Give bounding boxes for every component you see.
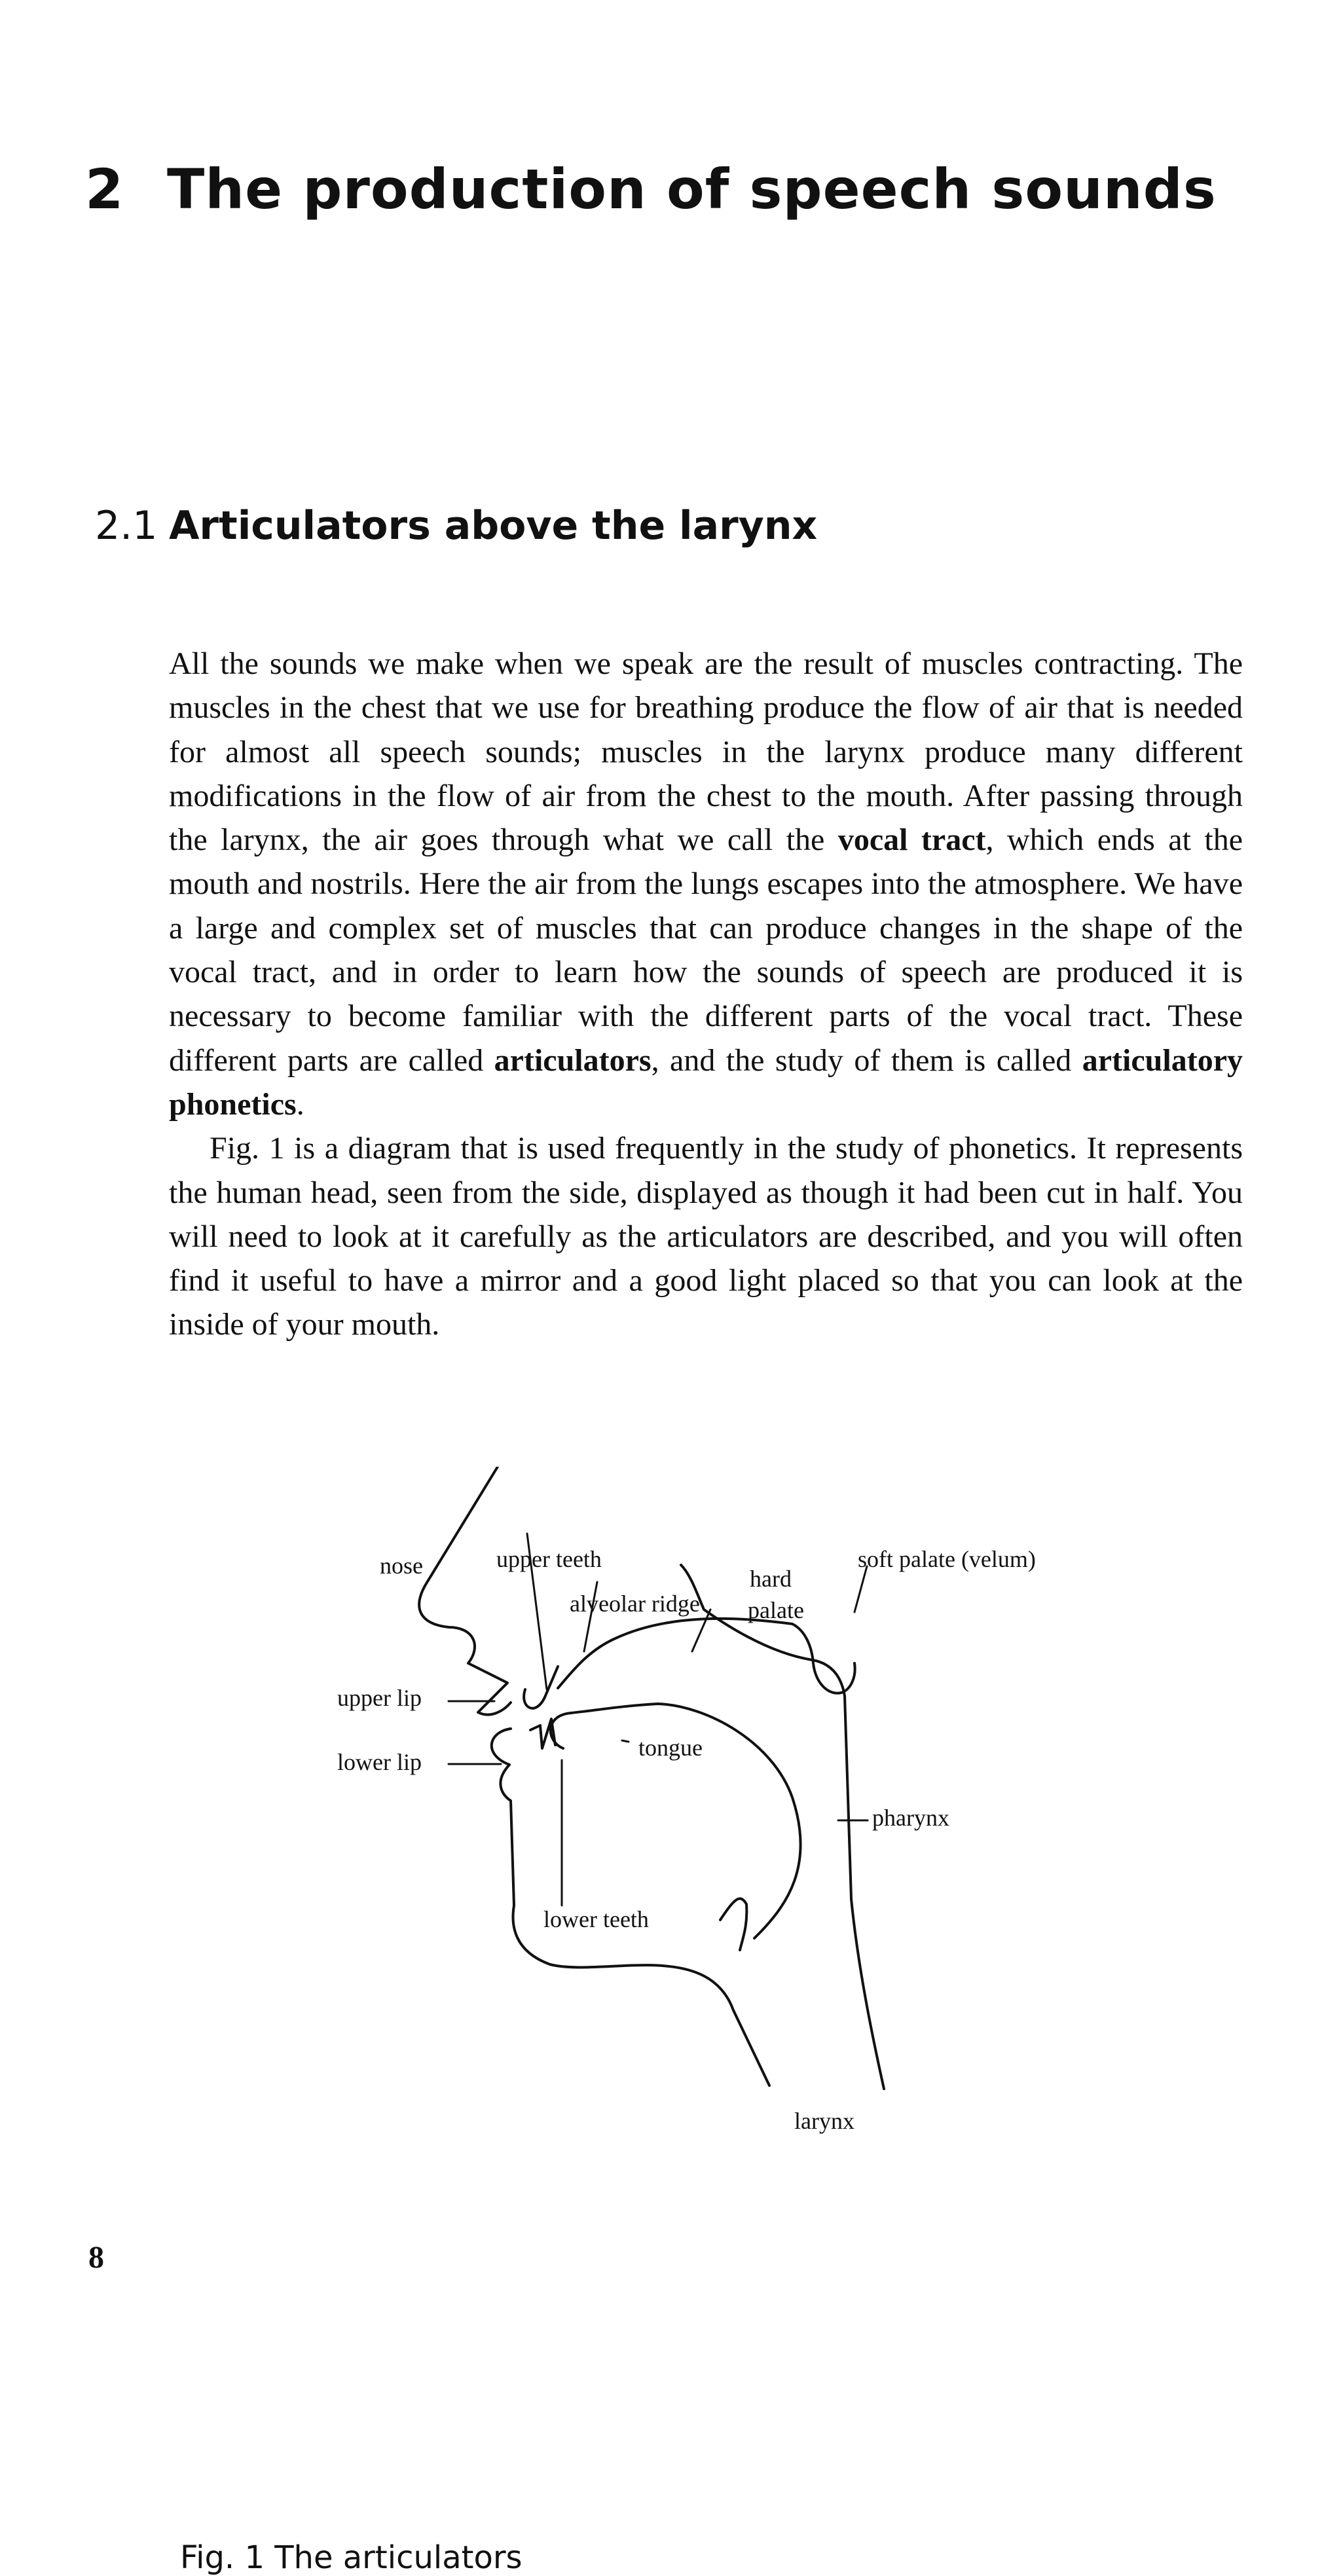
upper-tooth-outline — [524, 1666, 558, 1708]
term-articulators: articulators — [494, 1042, 652, 1078]
paragraph-1-text-c: , and the study of them is called — [651, 1042, 1082, 1078]
paragraph-1-text-b: , which ends at the mouth and nostrils. Here the air from the lungs escapes into the atmosphere. We have a large and complex set of muscles that can produce changes in the shape of the vocal tract, and in order to learn how the sounds of speech are produced it is necessary to become familiar with the different parts of the vocal tract. These different parts are called — [169, 822, 1243, 1078]
section-number: 2.1 — [95, 503, 158, 549]
label-lower-lip: lower lip — [337, 1749, 422, 1775]
label-upper-lip: upper lip — [337, 1685, 422, 1711]
label-alveolar-ridge: alveolar ridge — [570, 1591, 700, 1617]
paragraph-1-text-d: . — [296, 1086, 304, 1122]
paragraph-1-text-a: All the sounds we make when we speak are the result of muscles contracting. The muscles in the chest that we use for breathing produce the flow of air that is needed for almost all speech sounds; muscles in the larynx produce many different modifications in the flow of air from the chest to the mouth. After passing through the larynx, the air goes through what we call the — [169, 646, 1243, 858]
section-title — [95, 503, 817, 549]
articulators-figure — [314, 1467, 1100, 2541]
chapter-title — [85, 157, 1217, 221]
pharynx-back-wall — [681, 1565, 884, 2089]
palate-outline — [558, 1619, 855, 1693]
leader-tongue — [622, 1740, 629, 1742]
chapter-title-text: The production of speech sounds — [167, 157, 1217, 221]
section-title-text: Articulators above the larynx — [169, 503, 818, 549]
label-hard-palate-1: hard — [750, 1566, 792, 1592]
label-soft-palate: soft palate (velum) — [858, 1546, 1036, 1572]
chapter-number: 2 — [85, 157, 124, 221]
label-tongue: tongue — [638, 1735, 703, 1761]
label-upper-teeth: upper teeth — [496, 1546, 602, 1572]
label-larynx: larynx — [794, 2108, 854, 2134]
label-pharynx: pharynx — [872, 1805, 949, 1831]
term-articulatory-phonetics: articulatory phonetics — [169, 1042, 1243, 1122]
figure-caption: Fig. 1 The articulators — [180, 2539, 523, 2576]
page-number: 8 — [88, 2240, 104, 2275]
label-lower-teeth: lower teeth — [543, 1906, 649, 1932]
face-profile-upper — [419, 1467, 511, 1715]
body-text — [169, 642, 1243, 1347]
paragraph-2: Fig. 1 is a diagram that is used frequently in the study of phonetics. It represents the human head, seen from the side, displayed as though it had been cut in half. You will need to look at it carefully as the articulators are described, and you will often find it useful to have a mirror and a good light placed so that you can look at the inside of your mouth. — [169, 1131, 1243, 1342]
term-vocal-tract: vocal tract — [837, 822, 986, 858]
label-hard-palate-2: palate — [748, 1597, 804, 1623]
epiglottis-outline — [720, 1899, 746, 1950]
label-nose: nose — [380, 1553, 423, 1579]
vocal-tract-diagram — [314, 1467, 1100, 2541]
leader-soft-palate — [854, 1566, 867, 1612]
paragraph-1 — [169, 642, 1243, 1126]
